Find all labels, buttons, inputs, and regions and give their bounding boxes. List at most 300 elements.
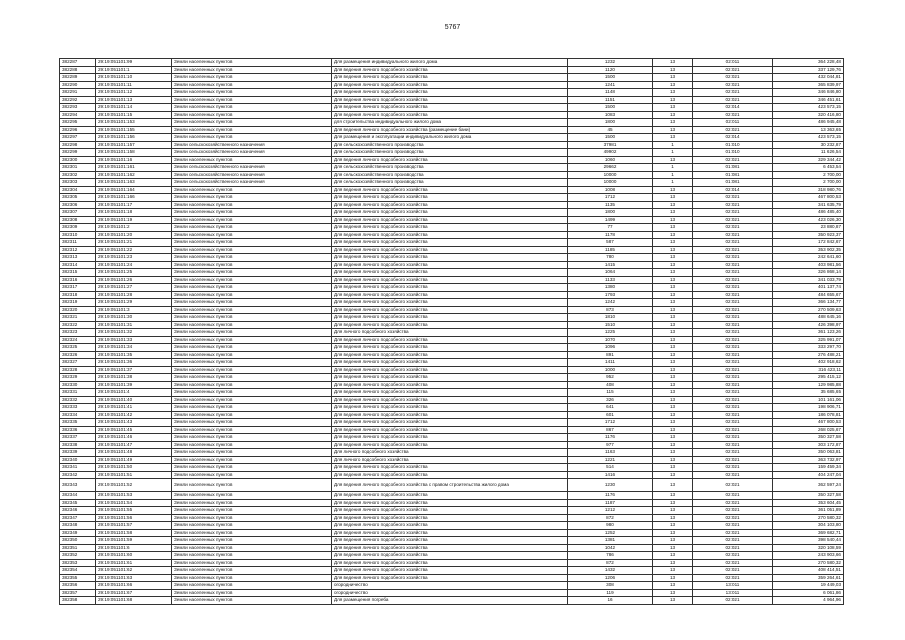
permitted-use-cell: Для ведения личного подсобного хозяйства xyxy=(332,529,568,537)
cadastral-value-cell: 30 232,87 xyxy=(773,141,844,149)
group-code-cell: 13 xyxy=(653,314,693,322)
group-code-cell: 13 xyxy=(653,426,693,434)
cadastral-value-cell: 341 635,79 xyxy=(773,201,844,209)
table-row xyxy=(60,231,844,239)
land-category-cell: Земли населенных пунктов xyxy=(172,291,332,299)
cadastral-number-cell: 29:19:051101:157 xyxy=(96,141,172,149)
table-row xyxy=(60,359,844,367)
land-category-cell: Земли населенных пунктов xyxy=(172,366,332,374)
zone-code-cell: 02:021 xyxy=(693,156,773,164)
land-category-cell: Земли сельскохозяйственного назначения xyxy=(172,149,332,157)
row-number-cell: 382293 xyxy=(60,104,96,112)
zone-code-cell: 01:081 xyxy=(693,179,773,187)
permitted-use-cell: Для ведения личного подсобного хозяйства xyxy=(332,276,568,284)
cadastral-number-cell: 29:19:051101:1 xyxy=(96,66,172,74)
permitted-use-cell: Для ведения личного подсобного хозяйства xyxy=(332,381,568,389)
cadastral-value-cell: 35 685,65 xyxy=(773,389,844,397)
land-category-cell: Земли населенных пунктов xyxy=(172,522,332,530)
row-number-cell: 382312 xyxy=(60,246,96,254)
table-row xyxy=(60,224,844,232)
area-cell: 1008 xyxy=(568,186,653,194)
cadastral-number-cell: 29:19:051101:20 xyxy=(96,231,172,239)
cadastral-value-cell: 423 573,15 xyxy=(773,104,844,112)
permitted-use-cell: Для ведения личного подсобного хозяйства xyxy=(332,209,568,217)
area-cell: 1500 xyxy=(568,134,653,142)
land-category-cell: Земли населенных пунктов xyxy=(172,359,332,367)
area-cell: 1500 xyxy=(568,104,653,112)
cadastral-number-cell: 29:19:051101:27 xyxy=(96,284,172,292)
group-code-cell: 1 xyxy=(653,141,693,149)
cadastral-value-cell: 101 161,06 xyxy=(773,396,844,404)
group-code-cell: 13 xyxy=(653,366,693,374)
land-category-cell: Земли населенных пунктов xyxy=(172,389,332,397)
permitted-use-cell: Для ведения личного подсобного хозяйства xyxy=(332,471,568,479)
permitted-use-cell: Для ведения личного подсобного хозяйства xyxy=(332,284,568,292)
area-cell: 1187 xyxy=(568,499,653,507)
cadastral-number-cell: 29:19:051101:55 xyxy=(96,507,172,515)
table-row xyxy=(60,74,844,82)
area-cell: 980 xyxy=(568,522,653,530)
cadastral-number-cell: 29:19:051101:11 xyxy=(96,81,172,89)
zone-code-cell: 02:021 xyxy=(693,314,773,322)
permitted-use-cell: Для ведения личного подсобного хозяйства xyxy=(332,544,568,552)
land-category-cell: Земли населенных пунктов xyxy=(172,441,332,449)
zone-code-cell: 02:021 xyxy=(693,126,773,134)
zone-code-cell: 02:014 xyxy=(693,186,773,194)
row-number-cell: 382295 xyxy=(60,119,96,127)
area-cell: 1120 xyxy=(568,66,653,74)
cadastral-value-cell: 337 129,76 xyxy=(773,66,844,74)
area-cell: 1135 xyxy=(568,201,653,209)
row-number-cell: 382294 xyxy=(60,111,96,119)
group-code-cell: 13 xyxy=(653,507,693,515)
zone-code-cell: 02:021 xyxy=(693,449,773,457)
table-row xyxy=(60,479,844,492)
row-number-cell: 382325 xyxy=(60,344,96,352)
area-cell: 1381 xyxy=(568,537,653,545)
cadastral-value-cell: 346 451,61 xyxy=(773,96,844,104)
group-code-cell: 13 xyxy=(653,464,693,472)
row-number-cell: 382321 xyxy=(60,314,96,322)
cadastral-value-cell: 11 626,54 xyxy=(773,149,844,157)
land-category-cell: Земли населенных пунктов xyxy=(172,261,332,269)
table-row xyxy=(60,464,844,472)
land-category-cell: Земли населенных пунктов xyxy=(172,111,332,119)
cadastral-number-cell: 29:19:051101:63 xyxy=(96,574,172,582)
table-row xyxy=(60,597,844,605)
group-code-cell: 13 xyxy=(653,552,693,560)
row-number-cell: 382356 xyxy=(60,582,96,590)
zone-code-cell: 02:021 xyxy=(693,246,773,254)
table-row xyxy=(60,514,844,522)
group-code-cell: 13 xyxy=(653,344,693,352)
group-code-cell: 13 xyxy=(653,389,693,397)
row-number-cell: 382319 xyxy=(60,299,96,307)
row-number-cell: 382301 xyxy=(60,164,96,172)
permitted-use-cell: Для сельскохозяйственного производства xyxy=(332,141,568,149)
permitted-use-cell: Для ведения личного подсобного хозяйства xyxy=(332,269,568,277)
land-category-cell: Земли населенных пунктов xyxy=(172,306,332,314)
row-number-cell: 382336 xyxy=(60,426,96,434)
cadastral-value-cell: 320 108,59 xyxy=(773,544,844,552)
area-cell: 10000 xyxy=(568,179,653,187)
permitted-use-cell: Для сельскохозяйственного производства xyxy=(332,179,568,187)
cadastral-number-cell: 29:19:051101:164 xyxy=(96,186,172,194)
row-number-cell: 382291 xyxy=(60,89,96,97)
cadastral-number-cell: 29:19:051101:162 xyxy=(96,171,172,179)
row-number-cell: 382349 xyxy=(60,529,96,537)
group-code-cell: 13 xyxy=(653,216,693,224)
permitted-use-cell: Для ведения личного подсобного хозяйства xyxy=(332,522,568,530)
row-number-cell: 382348 xyxy=(60,522,96,530)
permitted-use-cell: Для ведения личного подсобного хозяйства xyxy=(332,492,568,500)
zone-code-cell: 02:021 xyxy=(693,366,773,374)
group-code-cell: 13 xyxy=(653,284,693,292)
cadastral-number-cell: 29:19:051101:50 xyxy=(96,464,172,472)
area-cell: 1096 xyxy=(568,344,653,352)
zone-code-cell: 02:021 xyxy=(693,269,773,277)
group-code-cell: 13 xyxy=(653,479,693,492)
row-number-cell: 382340 xyxy=(60,456,96,464)
row-number-cell: 382331 xyxy=(60,389,96,397)
cadastral-number-cell: 29:19:051101:68 xyxy=(96,597,172,605)
permitted-use-cell: Для ведения личного подсобного хозяйства xyxy=(332,81,568,89)
permitted-use-cell: Для ведения личного подсобного хозяйства xyxy=(332,396,568,404)
cadastral-number-cell: 29:19:051101:45 xyxy=(96,426,172,434)
row-number-cell: 382327 xyxy=(60,359,96,367)
permitted-use-cell: огородничество xyxy=(332,589,568,597)
group-code-cell: 13 xyxy=(653,59,693,67)
land-category-cell: Земли населенных пунктов xyxy=(172,156,332,164)
permitted-use-cell: Для ведения личного подсобного хозяйства xyxy=(332,299,568,307)
table-row xyxy=(60,186,844,194)
land-category-cell: Земли населенных пунктов xyxy=(172,269,332,277)
land-category-cell: Земли населенных пунктов xyxy=(172,552,332,560)
zone-code-cell: 02:021 xyxy=(693,216,773,224)
area-cell: 119 xyxy=(568,589,653,597)
permitted-use-cell: Для ведения личного подсобного хозяйства xyxy=(332,499,568,507)
zone-code-cell: 02:021 xyxy=(693,66,773,74)
land-category-cell: Земли сельскохозяйственного назначения xyxy=(172,164,332,172)
zone-code-cell: 02:021 xyxy=(693,479,773,492)
permitted-use-cell: Для ведения личного подсобного хозяйства xyxy=(332,66,568,74)
group-code-cell: 1 xyxy=(653,179,693,187)
cadastral-number-cell: 29:19:051101:24 xyxy=(96,261,172,269)
zone-code-cell: 02:021 xyxy=(693,284,773,292)
area-cell: 1083 xyxy=(568,111,653,119)
group-code-cell: 13 xyxy=(653,261,693,269)
zone-code-cell: 01:081 xyxy=(693,164,773,172)
permitted-use-cell: Для личного подсобного хозяйства xyxy=(332,449,568,457)
row-number-cell: 382354 xyxy=(60,567,96,575)
area-cell: 1242 xyxy=(568,299,653,307)
cadastral-value-cell: 320 416,80 xyxy=(773,111,844,119)
cadastral-number-cell: 29:19:051101:155 xyxy=(96,126,172,134)
cadastral-number-cell: 29:19:051101:60 xyxy=(96,552,172,560)
table-row xyxy=(60,314,844,322)
zone-code-cell: 02:021 xyxy=(693,359,773,367)
zone-code-cell: 02:021 xyxy=(693,81,773,89)
cadastral-number-cell: 29:19:051101:22 xyxy=(96,246,172,254)
group-code-cell: 13 xyxy=(653,492,693,500)
table-row xyxy=(60,149,844,157)
row-number-cell: 382320 xyxy=(60,306,96,314)
area-cell: 1212 xyxy=(568,507,653,515)
area-cell: 1163 xyxy=(568,449,653,457)
group-code-cell: 13 xyxy=(653,194,693,202)
row-number-cell: 382339 xyxy=(60,449,96,457)
area-cell: 1241 xyxy=(568,81,653,89)
area-cell: 1221 xyxy=(568,456,653,464)
group-code-cell: 13 xyxy=(653,499,693,507)
area-cell: 1070 xyxy=(568,336,653,344)
group-code-cell: 13 xyxy=(653,374,693,382)
cadastral-value-cell: 346 846,80 xyxy=(773,89,844,97)
area-cell: 514 xyxy=(568,464,653,472)
cadastral-value-cell: 350 063,81 xyxy=(773,449,844,457)
zone-code-cell: 01:010 xyxy=(693,141,773,149)
zone-code-cell: 02:011 xyxy=(693,119,773,127)
group-code-cell: 13 xyxy=(653,582,693,590)
group-code-cell: 13 xyxy=(653,559,693,567)
row-number-cell: 382307 xyxy=(60,209,96,217)
permitted-use-cell: Для размещения погреба xyxy=(332,597,568,605)
area-cell: 1793 xyxy=(568,291,653,299)
cadastral-value-cell: 467 800,53 xyxy=(773,419,844,427)
table-row xyxy=(60,134,844,142)
permitted-use-cell: Для ведения личного подсобного хозяйства xyxy=(332,419,568,427)
group-code-cell: 13 xyxy=(653,434,693,442)
table-row xyxy=(60,396,844,404)
permitted-use-cell: Для ведения личного подсобного хозяйства xyxy=(332,567,568,575)
land-category-cell: Земли населенных пунктов xyxy=(172,589,332,597)
land-category-cell: Земли населенных пунктов xyxy=(172,507,332,515)
cadastral-value-cell: 350 327,58 xyxy=(773,434,844,442)
area-cell: 37981 xyxy=(568,141,653,149)
table-row xyxy=(60,216,844,224)
permitted-use-cell: Для ведения личного подсобного хозяйства xyxy=(332,74,568,82)
cadastral-value-cell: 486 485,40 xyxy=(773,209,844,217)
permitted-use-cell: Для ведения личного подсобного хозяйства xyxy=(332,216,568,224)
table-row xyxy=(60,164,844,172)
group-code-cell: 13 xyxy=(653,336,693,344)
zone-code-cell: 02:021 xyxy=(693,231,773,239)
group-code-cell: 13 xyxy=(653,381,693,389)
permitted-use-cell: Для ведения личного подсобного хозяйства xyxy=(332,464,568,472)
cadastral-value-cell: 13 363,65 xyxy=(773,126,844,134)
area-cell: 873 xyxy=(568,306,653,314)
cadastral-value-cell: 364 228,48 xyxy=(773,59,844,67)
cadastral-value-cell: 242 641,60 xyxy=(773,254,844,262)
cadastral-number-cell: 29:19:051101:67 xyxy=(96,589,172,597)
group-code-cell: 13 xyxy=(653,537,693,545)
land-category-cell: Земли населенных пунктов xyxy=(172,134,332,142)
table-row xyxy=(60,434,844,442)
zone-code-cell: 02:021 xyxy=(693,381,773,389)
cadastral-number-cell: 29:19:051101:30 xyxy=(96,314,172,322)
group-code-cell: 13 xyxy=(653,329,693,337)
table-row xyxy=(60,81,844,89)
cadastral-value-cell: 488 645,16 xyxy=(773,314,844,322)
zone-code-cell: 02:021 xyxy=(693,552,773,560)
cadastral-value-cell: 350 923,37 xyxy=(773,231,844,239)
area-cell: 1206 xyxy=(568,574,653,582)
cadastral-value-cell: 404 247,04 xyxy=(773,471,844,479)
land-category-cell: Земли населенных пунктов xyxy=(172,514,332,522)
zone-code-cell: 02:021 xyxy=(693,96,773,104)
area-cell: 45 xyxy=(568,126,653,134)
land-category-cell: Земли населенных пунктов xyxy=(172,276,332,284)
table-row xyxy=(60,89,844,97)
area-cell: 1380 xyxy=(568,284,653,292)
cadastral-value-cell: 6 453,54 xyxy=(773,164,844,172)
row-number-cell: 382326 xyxy=(60,351,96,359)
zone-code-cell: 02:021 xyxy=(693,434,773,442)
table-row xyxy=(60,239,844,247)
permitted-use-cell: Для ведения личного подсобного хозяйства xyxy=(332,239,568,247)
cadastral-value-cell: 408 414,51 xyxy=(773,567,844,575)
land-category-cell: Земли населенных пунктов xyxy=(172,246,332,254)
page-number: 5767 xyxy=(444,24,461,31)
cadastral-value-cell: 2 700,00 xyxy=(773,171,844,179)
zone-code-cell: 02:021 xyxy=(693,441,773,449)
zone-code-cell: 02:021 xyxy=(693,464,773,472)
cadastral-number-cell: 29:19:051101:166 xyxy=(96,194,172,202)
table-body xyxy=(60,59,844,605)
cadastral-value-cell: 350 327,58 xyxy=(773,492,844,500)
row-number-cell: 382330 xyxy=(60,381,96,389)
cadastral-value-cell: 198 906,71 xyxy=(773,404,844,412)
row-number-cell: 382333 xyxy=(60,404,96,412)
table-row xyxy=(60,96,844,104)
zone-code-cell: 02:021 xyxy=(693,209,773,217)
cadastral-value-cell: 276 488,21 xyxy=(773,351,844,359)
cadastral-number-cell: 29:19:051101:156 xyxy=(96,134,172,142)
zone-code-cell: 02:021 xyxy=(693,336,773,344)
land-category-cell: Земли населенных пунктов xyxy=(172,284,332,292)
table-row xyxy=(60,456,844,464)
permitted-use-cell: огородничество xyxy=(332,582,568,590)
permitted-use-cell: Для ведения личного подсобного хозяйства xyxy=(332,306,568,314)
table-row xyxy=(60,284,844,292)
row-number-cell: 382302 xyxy=(60,171,96,179)
table-row xyxy=(60,156,844,164)
row-number-cell: 382353 xyxy=(60,559,96,567)
group-code-cell: 13 xyxy=(653,471,693,479)
land-category-cell: Земли населенных пунктов xyxy=(172,529,332,537)
row-number-cell: 382303 xyxy=(60,179,96,187)
row-number-cell: 382316 xyxy=(60,276,96,284)
cadastral-number-cell: 29:19:051101:6 xyxy=(96,544,172,552)
row-number-cell: 382311 xyxy=(60,239,96,247)
zone-code-cell: 02:021 xyxy=(693,514,773,522)
area-cell: 1151 xyxy=(568,96,653,104)
cadastral-number-cell: 29:19:051101:158 xyxy=(96,149,172,157)
zone-code-cell: 02:021 xyxy=(693,544,773,552)
row-number-cell: 382317 xyxy=(60,284,96,292)
area-cell: 1178 xyxy=(568,231,653,239)
row-number-cell: 382306 xyxy=(60,201,96,209)
cadastral-value-cell: 2 700,00 xyxy=(773,179,844,187)
row-number-cell: 382313 xyxy=(60,254,96,262)
zone-code-cell: 02:021 xyxy=(693,537,773,545)
row-number-cell: 382355 xyxy=(60,574,96,582)
group-code-cell: 13 xyxy=(653,104,693,112)
zone-code-cell: 02:021 xyxy=(693,492,773,500)
row-number-cell: 382338 xyxy=(60,441,96,449)
group-code-cell: 13 xyxy=(653,246,693,254)
table-row xyxy=(60,246,844,254)
cadastral-number-cell: 29:19:051101:4 xyxy=(96,389,172,397)
area-cell: 308 xyxy=(568,582,653,590)
zone-code-cell: 02:021 xyxy=(693,111,773,119)
cadastral-value-cell: 353 902,35 xyxy=(773,246,844,254)
permitted-use-cell: Для размещения и эксплуатации индивидуального жилого дома xyxy=(332,134,568,142)
land-category-cell: Земли населенных пунктов xyxy=(172,374,332,382)
cadastral-number-cell: 29:19:051101:18 xyxy=(96,209,172,217)
permitted-use-cell: Для ведения личного подсобного хозяйства xyxy=(332,194,568,202)
land-category-cell: Земли населенных пунктов xyxy=(172,479,332,492)
cadastral-value-cell: 484 655,67 xyxy=(773,291,844,299)
permitted-use-cell: Для размещения индивидуального жилого дома xyxy=(332,59,568,67)
cadastral-value-cell: 467 800,53 xyxy=(773,194,844,202)
land-category-cell: Земли населенных пунктов xyxy=(172,456,332,464)
area-cell: 891 xyxy=(568,351,653,359)
group-code-cell: 13 xyxy=(653,96,693,104)
area-cell: 786 xyxy=(568,552,653,560)
permitted-use-cell: Для ведения личного подсобного хозяйства xyxy=(332,404,568,412)
zone-code-cell: 02:021 xyxy=(693,471,773,479)
row-number-cell: 382292 xyxy=(60,96,96,104)
cadastral-number-cell: 29:19:051101:61 xyxy=(96,559,172,567)
row-number-cell: 382298 xyxy=(60,141,96,149)
cadastral-number-cell: 29:19:051101:42 xyxy=(96,411,172,419)
row-number-cell: 382318 xyxy=(60,291,96,299)
permitted-use-cell: Для личного подсобного хозяйства xyxy=(332,329,568,337)
area-cell: 77 xyxy=(568,224,653,232)
land-category-cell: Земли населенных пунктов xyxy=(172,574,332,582)
cadastral-number-cell: 29:19:051101:48 xyxy=(96,449,172,457)
group-code-cell: 13 xyxy=(653,351,693,359)
group-code-cell: 13 xyxy=(653,239,693,247)
table-row xyxy=(60,552,844,560)
permitted-use-cell: Для личного подсобного хозяйства xyxy=(332,456,568,464)
group-code-cell: 13 xyxy=(653,441,693,449)
cadastral-value-cell: 423 026,30 xyxy=(773,216,844,224)
zone-code-cell: 02:021 xyxy=(693,507,773,515)
area-cell: 49902 xyxy=(568,149,653,157)
cadastral-number-cell: 29:19:051101:46 xyxy=(96,434,172,442)
permitted-use-cell: Для сельскохозяйственного производства xyxy=(332,149,568,157)
cadastral-number-cell: 29:19:051101:16 xyxy=(96,156,172,164)
land-category-cell: Земли населенных пунктов xyxy=(172,119,332,127)
row-number-cell: 382347 xyxy=(60,514,96,522)
row-number-cell: 382315 xyxy=(60,269,96,277)
row-number-cell: 382343 xyxy=(60,479,96,492)
cadastral-number-cell: 29:19:051101:49 xyxy=(96,456,172,464)
permitted-use-cell: Для сельскохозяйственного производства xyxy=(332,164,568,172)
group-code-cell: 13 xyxy=(653,574,693,582)
group-code-cell: 1 xyxy=(653,171,693,179)
zone-code-cell: 02:014 xyxy=(693,134,773,142)
zone-code-cell: 02:021 xyxy=(693,291,773,299)
zone-code-cell: 02:021 xyxy=(693,567,773,575)
cadastral-number-cell: 29:19:051101:13 xyxy=(96,96,172,104)
area-cell: 1225 xyxy=(568,329,653,337)
table-row xyxy=(60,329,844,337)
row-number-cell: 382351 xyxy=(60,544,96,552)
group-code-cell: 13 xyxy=(653,66,693,74)
